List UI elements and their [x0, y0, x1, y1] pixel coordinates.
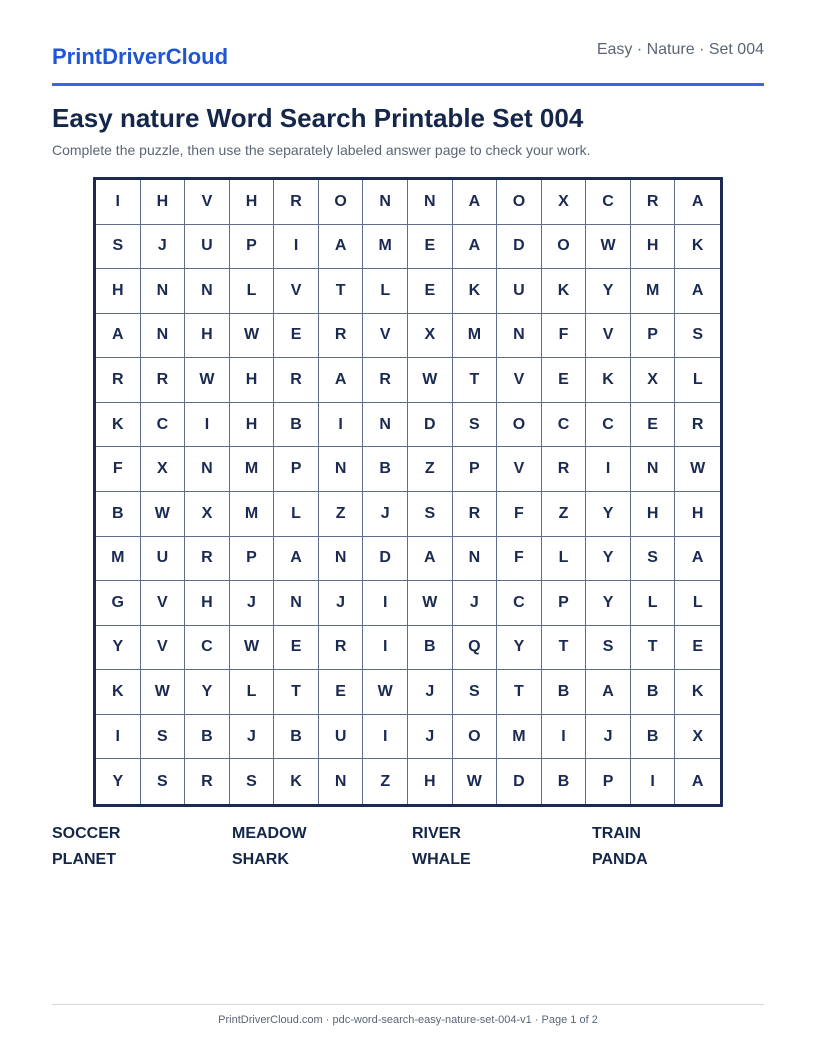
grid-cell: Y	[96, 759, 141, 804]
grid-cell: V	[185, 180, 230, 225]
grid-cell: L	[542, 537, 587, 582]
grid-cell: N	[453, 537, 498, 582]
grid-cell: F	[96, 447, 141, 492]
grid-cell: E	[319, 670, 364, 715]
grid-cell: B	[274, 403, 319, 448]
grid-cell: M	[363, 225, 408, 270]
grid-cell: O	[542, 225, 587, 270]
grid-cell: W	[453, 759, 498, 804]
grid-cell: U	[497, 269, 542, 314]
grid-cell: C	[185, 626, 230, 671]
grid-cell: I	[363, 581, 408, 626]
grid-cell: N	[497, 314, 542, 359]
grid-cell: X	[675, 715, 720, 760]
grid-cell: F	[497, 492, 542, 537]
grid-cell: W	[363, 670, 408, 715]
grid-cell: P	[274, 447, 319, 492]
grid-cell: H	[230, 180, 275, 225]
word-list-item: RIVER	[412, 825, 461, 842]
grid-cell: W	[230, 626, 275, 671]
grid-cell: H	[96, 269, 141, 314]
grid-cell: M	[453, 314, 498, 359]
grid-cell: S	[408, 492, 453, 537]
grid-cell: M	[631, 269, 676, 314]
grid-cell: E	[542, 358, 587, 403]
grid-cell: K	[274, 759, 319, 804]
grid-cell: K	[675, 225, 720, 270]
grid-cell: X	[408, 314, 453, 359]
grid-cell: O	[453, 715, 498, 760]
grid-cell: N	[631, 447, 676, 492]
grid-cell: J	[363, 492, 408, 537]
grid-cell: P	[542, 581, 587, 626]
grid-cell: B	[631, 715, 676, 760]
grid-cell: S	[141, 715, 186, 760]
grid-cell: T	[631, 626, 676, 671]
grid-cell: N	[363, 180, 408, 225]
grid-cell: A	[453, 225, 498, 270]
page-subtitle: Complete the puzzle, then use the separately labeled answer page to check your work.	[52, 142, 591, 158]
footer-divider	[52, 1004, 764, 1005]
grid-cell: O	[497, 403, 542, 448]
grid-cell: E	[408, 225, 453, 270]
grid-cell: A	[319, 358, 364, 403]
grid-cell: R	[274, 180, 319, 225]
grid-cell: Y	[586, 581, 631, 626]
grid-cell: A	[675, 537, 720, 582]
grid-cell: V	[363, 314, 408, 359]
grid-cell: A	[453, 180, 498, 225]
grid-cell: A	[319, 225, 364, 270]
grid-cell: J	[453, 581, 498, 626]
grid-cell: F	[497, 537, 542, 582]
grid-cell: P	[453, 447, 498, 492]
grid-cell: Y	[586, 537, 631, 582]
grid-cell: B	[274, 715, 319, 760]
grid-cell: J	[408, 670, 453, 715]
grid-cell: V	[586, 314, 631, 359]
grid-cell: U	[319, 715, 364, 760]
word-list-item: PANDA	[592, 851, 648, 868]
grid-cell: W	[408, 358, 453, 403]
grid-cell: S	[586, 626, 631, 671]
grid-cell: I	[542, 715, 587, 760]
grid-cell: H	[141, 180, 186, 225]
grid-cell: J	[319, 581, 364, 626]
grid-cell: I	[319, 403, 364, 448]
grid-cell: A	[96, 314, 141, 359]
grid-cell: Z	[319, 492, 364, 537]
grid-cell: N	[319, 537, 364, 582]
grid-cell: X	[185, 492, 230, 537]
grid-cell: T	[274, 670, 319, 715]
grid-cell: B	[631, 670, 676, 715]
grid-cell: D	[497, 225, 542, 270]
grid-cell: S	[141, 759, 186, 804]
word-list-item: TRAIN	[592, 825, 641, 842]
grid-cell: R	[453, 492, 498, 537]
grid-cell: C	[586, 403, 631, 448]
page-title: Easy nature Word Search Printable Set 004	[52, 103, 584, 133]
grid-cell: L	[631, 581, 676, 626]
grid-cell: Y	[96, 626, 141, 671]
grid-cell: H	[408, 759, 453, 804]
grid-cell: R	[675, 403, 720, 448]
grid-cell: R	[542, 447, 587, 492]
grid-cell: E	[274, 626, 319, 671]
grid-cell: W	[185, 358, 230, 403]
grid-cell: N	[185, 269, 230, 314]
word-list-item: SHARK	[232, 851, 289, 868]
grid-cell: J	[586, 715, 631, 760]
grid-cell: V	[497, 358, 542, 403]
grid-cell: Y	[497, 626, 542, 671]
grid-cell: D	[363, 537, 408, 582]
grid-cell: I	[96, 715, 141, 760]
grid-cell: V	[141, 626, 186, 671]
grid-cell: O	[497, 180, 542, 225]
grid-cell: N	[319, 447, 364, 492]
grid-cell: G	[96, 581, 141, 626]
word-list	[52, 825, 772, 869]
grid-cell: O	[319, 180, 364, 225]
grid-cell: I	[96, 180, 141, 225]
grid-cell: W	[141, 670, 186, 715]
grid-cell: D	[497, 759, 542, 804]
grid-cell: W	[586, 225, 631, 270]
page-footer: PrintDriverCloud.com · pdc-word-search-easy-nature-set-004-v1 · Page 1 of 2	[218, 1014, 598, 1026]
grid-cell: S	[631, 537, 676, 582]
grid-cell: I	[363, 715, 408, 760]
grid-cell: F	[542, 314, 587, 359]
grid-cell: L	[230, 670, 275, 715]
word-list-item: WHALE	[412, 851, 471, 868]
grid-cell: Z	[408, 447, 453, 492]
grid-cell: N	[141, 314, 186, 359]
grid-cell: C	[586, 180, 631, 225]
grid-cell: L	[675, 358, 720, 403]
grid-cell: P	[230, 537, 275, 582]
grid-cell: H	[230, 358, 275, 403]
grid-cell: P	[631, 314, 676, 359]
grid-cell: E	[631, 403, 676, 448]
grid-cell: H	[185, 314, 230, 359]
grid-cell: R	[631, 180, 676, 225]
grid-cell: W	[230, 314, 275, 359]
grid-cell: R	[185, 537, 230, 582]
grid-cell: H	[185, 581, 230, 626]
grid-cell: Y	[586, 492, 631, 537]
grid-cell: A	[675, 180, 720, 225]
grid-cell: V	[274, 269, 319, 314]
grid-cell: A	[586, 670, 631, 715]
grid-cell: T	[497, 670, 542, 715]
grid-cell: M	[230, 492, 275, 537]
grid-cell: T	[542, 626, 587, 671]
grid-cell: X	[631, 358, 676, 403]
brand-logo: PrintDriverCloud	[52, 44, 229, 69]
grid-cell: P	[586, 759, 631, 804]
grid-cell: N	[408, 180, 453, 225]
grid-cell: Z	[363, 759, 408, 804]
grid-cell: S	[230, 759, 275, 804]
grid-cell: M	[96, 537, 141, 582]
grid-cell: K	[453, 269, 498, 314]
grid-cell: A	[274, 537, 319, 582]
word-list-item: PLANET	[52, 851, 116, 868]
grid-cell: S	[453, 670, 498, 715]
grid-cell: C	[141, 403, 186, 448]
header-divider	[52, 83, 764, 86]
grid-cell: R	[185, 759, 230, 804]
grid-cell: W	[675, 447, 720, 492]
grid-cell: K	[96, 403, 141, 448]
grid-cell: A	[675, 269, 720, 314]
grid-cell: R	[319, 314, 364, 359]
grid-cell: R	[319, 626, 364, 671]
grid-cell: N	[274, 581, 319, 626]
grid-cell: K	[96, 670, 141, 715]
grid-cell: N	[141, 269, 186, 314]
grid-cell: U	[185, 225, 230, 270]
grid-cell: B	[542, 670, 587, 715]
grid-cell: P	[230, 225, 275, 270]
grid-cell: I	[274, 225, 319, 270]
grid-cell: L	[274, 492, 319, 537]
grid-cell: S	[96, 225, 141, 270]
grid-cell: B	[408, 626, 453, 671]
grid-cell: W	[141, 492, 186, 537]
grid-cell: R	[363, 358, 408, 403]
grid-cell: R	[141, 358, 186, 403]
grid-cell: K	[675, 670, 720, 715]
grid-cell: C	[542, 403, 587, 448]
grid-cell: A	[408, 537, 453, 582]
grid-cell: A	[691, 772, 704, 790]
grid-cell: S	[453, 403, 498, 448]
grid-cell: V	[141, 581, 186, 626]
grid-cell: I	[185, 403, 230, 448]
grid-cell: T	[453, 358, 498, 403]
grid-cell: C	[497, 581, 542, 626]
grid-cell: V	[497, 447, 542, 492]
grid-cell: B	[96, 492, 141, 537]
grid-cell: Y	[185, 670, 230, 715]
grid-cell: L	[363, 269, 408, 314]
grid-cell: M	[497, 715, 542, 760]
grid-cell: X	[542, 180, 587, 225]
grid-cell: H	[631, 492, 676, 537]
grid-cell: M	[230, 447, 275, 492]
grid-cell: Y	[586, 269, 631, 314]
grid-cell: K	[542, 269, 587, 314]
grid-cell: K	[586, 358, 631, 403]
grid-cell: N	[185, 447, 230, 492]
grid-cell: E	[274, 314, 319, 359]
grid-cell: W	[408, 581, 453, 626]
puzzle-meta: Easy · Nature · Set 004	[596, 41, 764, 58]
grid-cell: J	[408, 715, 453, 760]
grid-cell: H	[230, 403, 275, 448]
word-list-item: MEADOW	[232, 825, 307, 842]
grid-cell: D	[408, 403, 453, 448]
grid-cell: E	[675, 626, 720, 671]
grid-cell: I	[586, 447, 631, 492]
word-search-grid	[93, 177, 723, 807]
grid-cell: B	[542, 759, 587, 804]
word-list-item: SOCCER	[52, 825, 121, 842]
grid-cell: N	[363, 403, 408, 448]
grid-cell: E	[408, 269, 453, 314]
grid-cell: U	[141, 537, 186, 582]
grid-cell: L	[675, 581, 720, 626]
grid-cell: N	[319, 759, 364, 804]
grid-cell: R	[274, 358, 319, 403]
grid-cell: X	[141, 447, 186, 492]
grid-cell: H	[675, 492, 720, 537]
grid-cell: R	[96, 358, 141, 403]
grid-cell: B	[185, 715, 230, 760]
grid-cell: J	[141, 225, 186, 270]
grid-cell: B	[363, 447, 408, 492]
grid-cell: Q	[453, 626, 498, 671]
grid-cell: I	[363, 626, 408, 671]
grid-cell: J	[230, 581, 275, 626]
grid-cell: S	[675, 314, 720, 359]
grid-cell: J	[230, 715, 275, 760]
grid-cell: I	[631, 759, 676, 804]
grid-cell: H	[631, 225, 676, 270]
grid-cell: T	[319, 269, 364, 314]
grid-cell: Z	[542, 492, 587, 537]
grid-cell: L	[230, 269, 275, 314]
